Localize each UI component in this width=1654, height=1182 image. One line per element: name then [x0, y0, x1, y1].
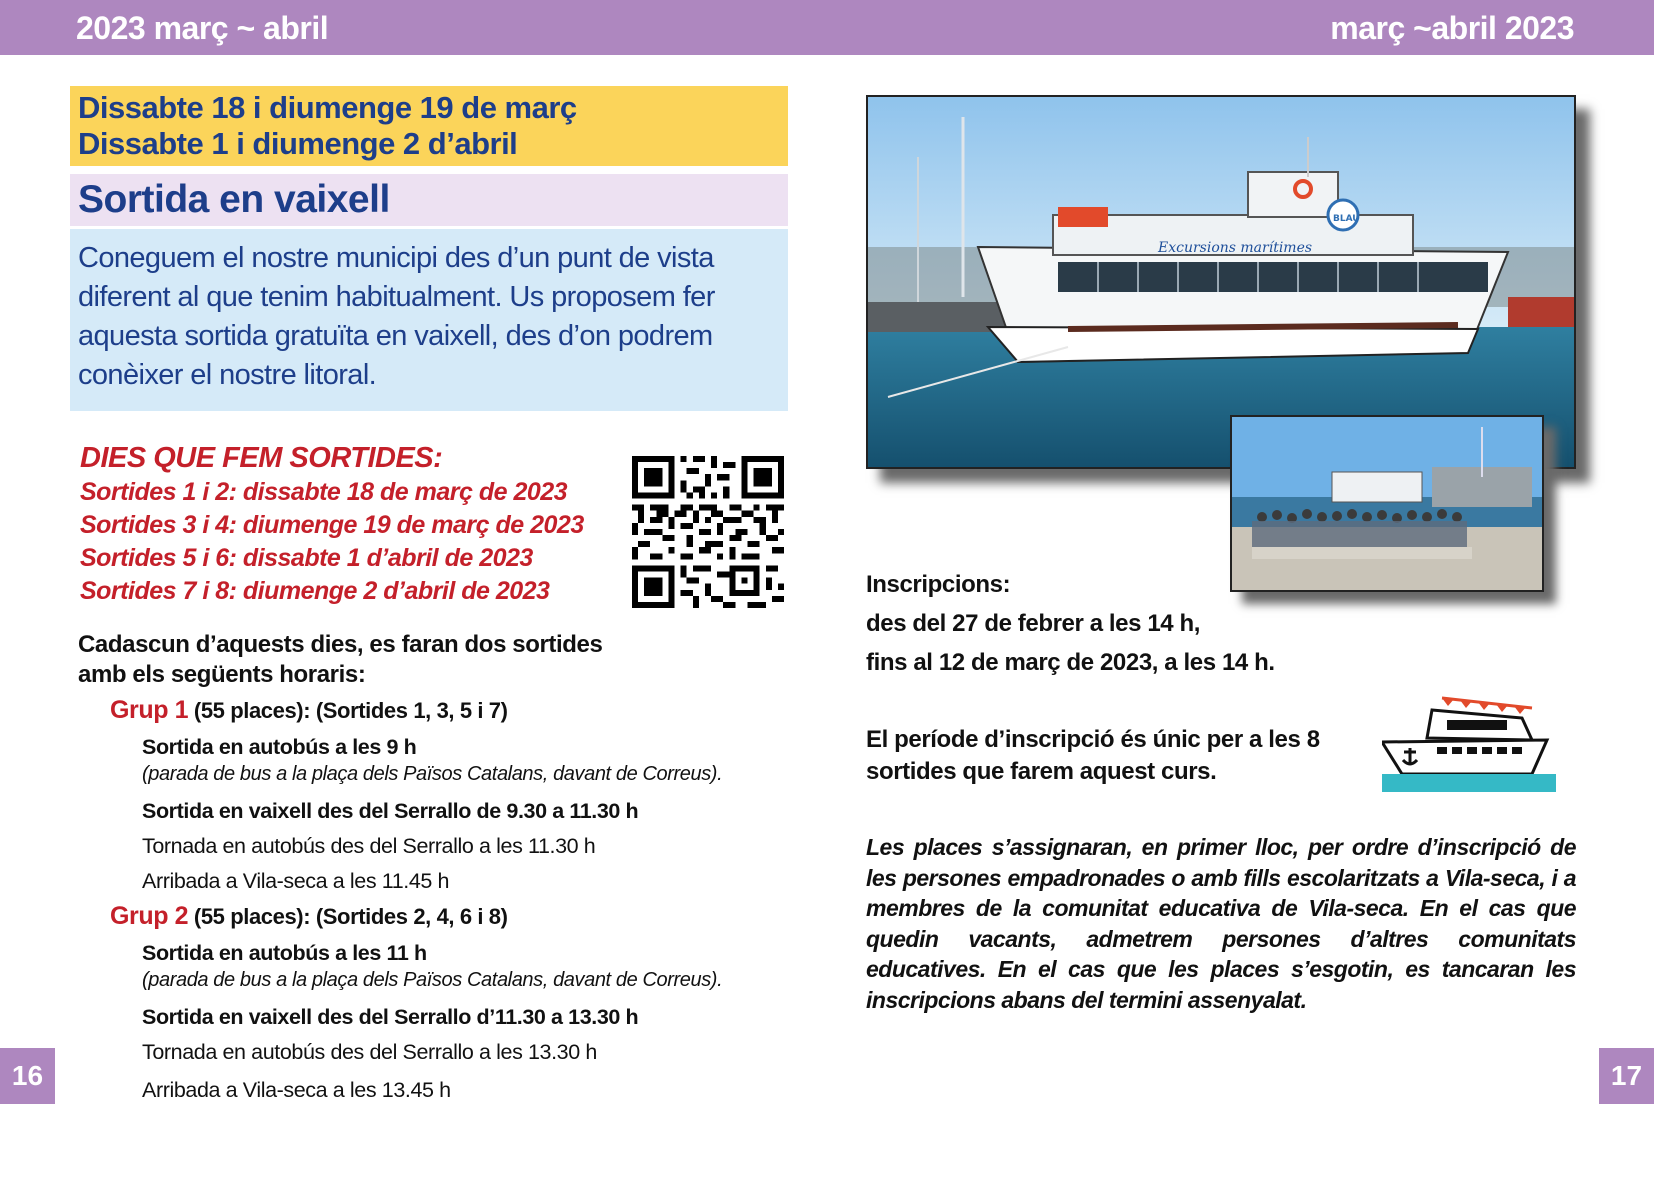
group-2-bus-out: Sortida en autobús a les 11 h — [142, 941, 427, 965]
group-1-bus-stop: (parada de bus a la plaça dels Països Catalans, davant de Correus). — [142, 763, 723, 785]
header-bar — [0, 0, 1654, 55]
boat-photo — [866, 95, 1576, 469]
page-number-right: 17 — [1599, 1048, 1654, 1104]
boat-icon — [1382, 690, 1556, 792]
outing-item-2: Sortides 3 i 4: diumenge 19 de març de 2023 — [80, 511, 584, 539]
group-1-return: Tornada en autobús des del Serrallo a les 11.30 h — [142, 834, 596, 858]
group-1-name: Grup 1 — [110, 696, 189, 724]
group-1-bus-out: Sortida en autobús a les 9 h — [142, 735, 417, 759]
outing-item-1: Sortides 1 i 2: dissabte 18 de març de 2023 — [80, 478, 568, 506]
dates-line-1: Dissabte 18 i diumenge 19 de març — [78, 90, 577, 125]
registration-period-line-2: sortides que farem aquest curs. — [866, 758, 1217, 785]
boat-badge-text: BLAU — [1333, 214, 1360, 224]
group-2-bus-stop: (parada de bus a la plaça dels Països Catalans, davant de Correus). — [142, 969, 723, 991]
registration-line-2: fins al 12 de març de 2023, a les 14 h. — [866, 649, 1275, 676]
registration-period-line-1: El període d’inscripció és únic per a les 8 — [866, 726, 1320, 753]
page-title: Sortida en vaixell — [78, 178, 390, 221]
group-photo-image — [1232, 417, 1542, 590]
group-2-arrival: Arribada a Vila-seca a les 13.45 h — [142, 1078, 451, 1102]
qr-code[interactable] — [632, 456, 784, 608]
group-2-detail: (55 places): (Sortides 2, 4, 6 i 8) — [193, 904, 508, 929]
group-photo — [1230, 415, 1544, 592]
description-text: Coneguem el nostre municipi des d’un punt de vista diferent al que tenim habitualment. Us proposem fer aquesta sortida gratuïta en vaixell, des d’on podrem conèixer el nostre litoral. — [78, 242, 715, 391]
header-left-title: 2023 març ~ abril — [76, 10, 329, 46]
group-2-name: Grup 2 — [110, 902, 189, 930]
places-note: Les places s’assignaran, en primer lloc, per ordre d’inscripció de les persones empadronades o amb fills escolaritzats a Vila-seca, i a membres de la comunitat educativa de Vila-seca. En el cas que quedin vacants, admetrem persones d’altres comunitats educatives. En el cas que les places s’esgotin, es tancaran les inscripcions abans del termini assenyalat. — [866, 834, 1576, 1013]
page-number-left: 16 — [0, 1048, 55, 1104]
group-1-boat: Sortida en vaixell des del Serrallo de 9.30 a 11.30 h — [142, 799, 639, 823]
group-1-detail: (55 places): (Sortides 1, 3, 5 i 7) — [193, 698, 508, 723]
outings-heading: DIES QUE FEM SORTIDES: — [80, 442, 443, 474]
registration-period — [866, 724, 1320, 788]
group-1-header — [110, 696, 508, 725]
group-2-boat: Sortida en vaixell des del Serrallo d’11.30 a 13.30 h — [142, 1005, 639, 1029]
schedule-intro — [78, 630, 602, 690]
group-2-header — [110, 902, 508, 931]
boat-hull-text: Excursions marítimes — [1158, 240, 1313, 256]
schedule-intro-line-2: amb els següents horaris: — [78, 661, 366, 688]
description-box — [70, 229, 788, 411]
group-2-return: Tornada en autobús des del Serrallo a les 13.30 h — [142, 1040, 597, 1064]
title-box — [70, 174, 788, 226]
boat-photo-image — [868, 97, 1574, 467]
group-1-arrival: Arribada a Vila-seca a les 11.45 h — [142, 869, 450, 893]
dates-box — [70, 86, 788, 166]
schedule-intro-line-1: Cadascun d’aquests dies, es faran dos sortides — [78, 631, 603, 658]
header-right-title: març ~abril 2023 — [1330, 10, 1574, 46]
dates-line-2: Dissabte 1 i diumenge 2 d’abril — [78, 126, 518, 161]
registration-line-1: des del 27 de febrer a les 14 h, — [866, 610, 1201, 637]
outing-item-3: Sortides 5 i 6: dissabte 1 d’abril de 2023 — [80, 544, 533, 572]
registration-heading: Inscripcions: — [866, 571, 1011, 598]
outing-item-4: Sortides 7 i 8: diumenge 2 d’abril de 2023 — [80, 577, 550, 605]
